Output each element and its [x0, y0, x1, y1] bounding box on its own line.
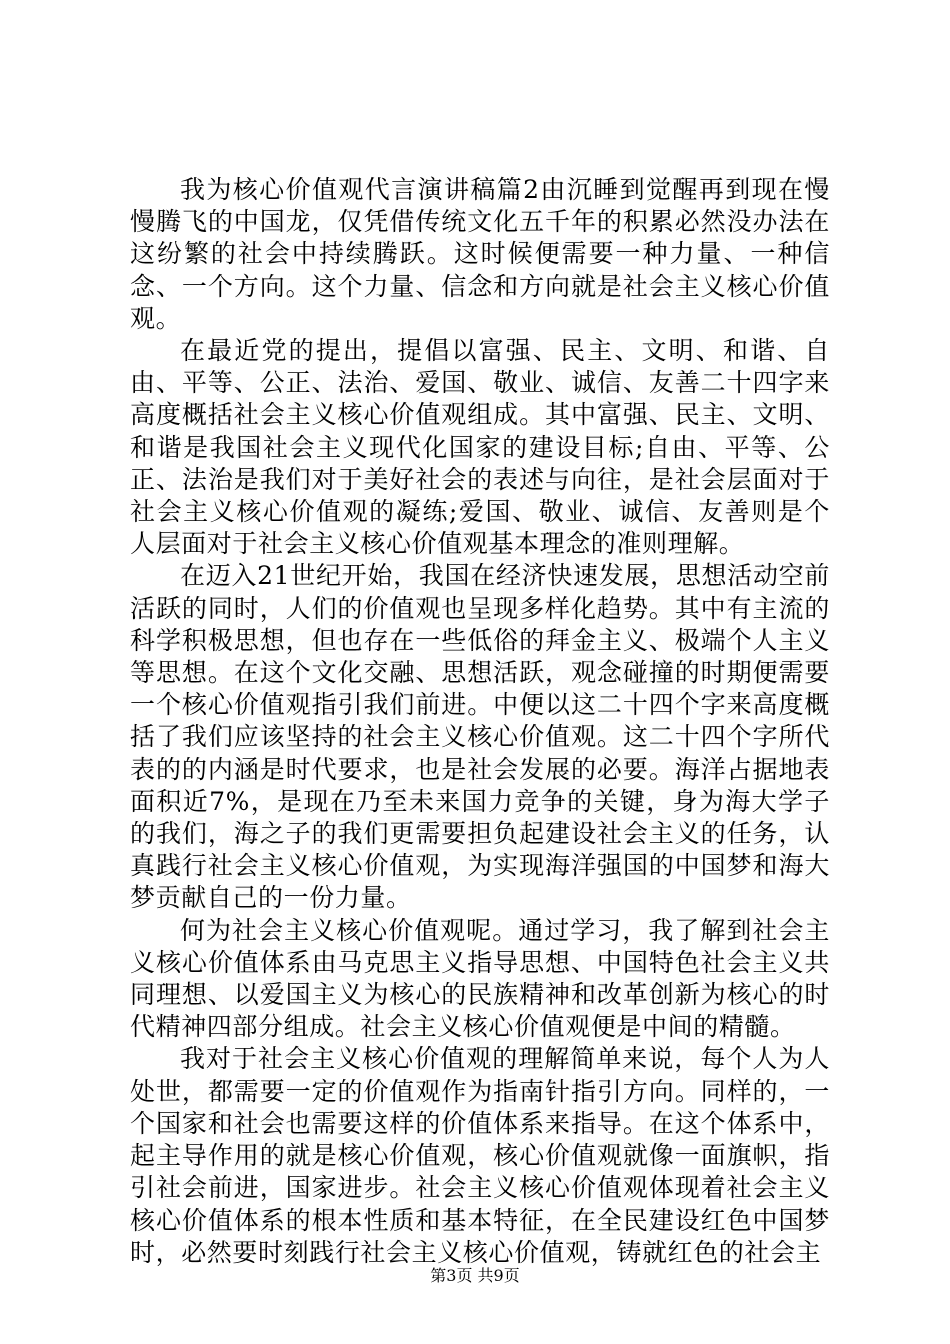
paragraph-5: 我对于社会主义核心价值观的理解简单来说，每个人为人处世，都需要一定的价值观作为指南针指引方向。同样的，一个国家和社会也需要这样的价值体系来指导。在这个体系中，起主导作用的就是核心价值观，核心价值观就像一面旗帜，指引社会前进，国家进步。社会主义核心价值观体现着社会主义核心价值体系的根本性质和基本特征，在全民建设红色中国梦时，必然要时刻践行社会主义核心价值观，铸就红色的社会主 — [130, 1044, 830, 1267]
paragraph-4: 何为社会主义核心价值观呢。通过学习，我了解到社会主义核心价值体系由马克思主义指导思想、中国特色社会主义共同理想、以爱国主义为核心的民族精神和改革创新为核心的时代精神四部分组成。社会主义核心价值观便是中间的精髓。 — [130, 915, 830, 1042]
paragraph-3: 在迈入21世纪开始，我国在经济快速发展，思想活动空前活跃的同时，人们的价值观也呈现多样化趋势。其中有主流的科学积极思想，但也存在一些低俗的拜金主义、极端个人主义等思想。在这个文化交融、思想活跃，观念碰撞的时期便需要一个核心价值观指引我们前进。中便以这二十四个字来高度概括了我们应该坚持的社会主义核心价值观。这二十四个字所代表的的内涵是时代要求，也是社会发展的必要。海洋占据地表面积近7%，是现在乃至未来国力竞争的关键，身为海大学子的我们，海之子的我们更需要担负起建设社会主义的任务，认真践行社会主义核心价值观，为实现海洋强国的中国梦和海大梦贡献自己的一份力量。 — [130, 561, 830, 913]
paragraph-2: 在最近党的提出，提倡以富强、民主、文明、和谐、自由、平等、公正、法治、爱国、敬业、诚信、友善二十四字来高度概括社会主义核心价值观组成。其中富强、民主、文明、和谐是我国社会主义现代化国家的建设目标;自由、平等、公正、法治是我们对于美好社会的表述与向往，是社会层面对于社会主义核心价值观的凝练;爱国、敬业、诚信、友善则是个人层面对于社会主义核心价值观基本理念的准则理解。 — [130, 336, 830, 559]
page-footer: 第3页 共9页 — [430, 1266, 520, 1285]
paragraph-1: 我为核心价值观代言演讲稿篇2由沉睡到觉醒再到现在慢慢腾飞的中国龙，仅凭借传统文化五千年的积累必然没办法在这纷繁的社会中持续腾跃。这时候便需要一种力量、一种信念、一个方向。这个力量、信念和方向就是社会主义核心价值观。 — [130, 175, 830, 333]
document-body — [130, 174, 830, 1269]
